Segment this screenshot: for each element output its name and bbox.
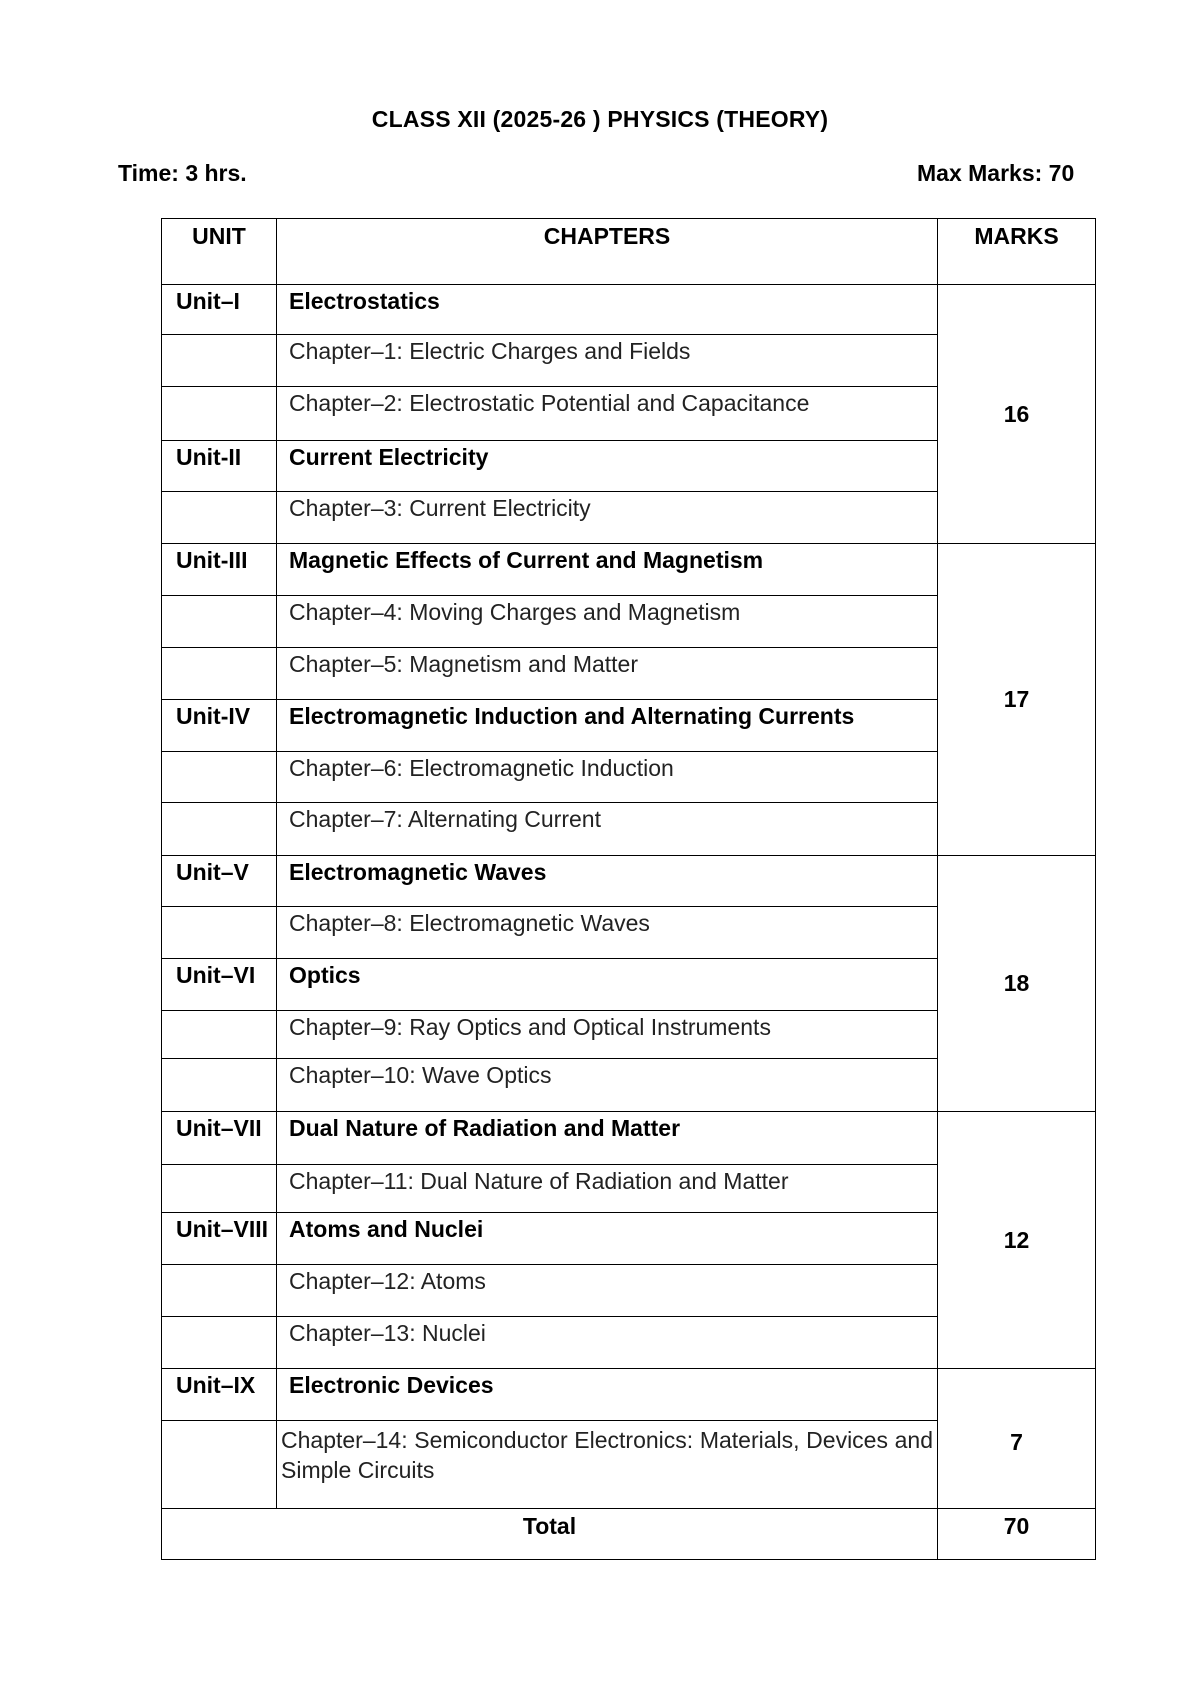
chapter-title: Chapter–1: Electric Charges and Fields [277,335,938,387]
chapter-title: Chapter–5: Magnetism and Matter [277,648,938,700]
unit-cell [162,1165,277,1213]
unit-cell [162,1011,277,1059]
chapter-title: Chapter–14: Semiconductor Electronics: Materials, Devices and Simple Circuits [277,1421,938,1509]
total-marks: 70 [938,1509,1096,1560]
marks-cell: 7 [938,1369,1096,1509]
unit-cell [162,1265,277,1317]
unit-cell [162,752,277,803]
unit-cell: Unit-IV [162,700,277,752]
unit-cell: Unit–I [162,285,277,335]
table-row [162,1369,1096,1421]
syllabus-table [161,218,1096,1560]
header-chapters: CHAPTERS [277,219,938,285]
unit-cell: Unit–IX [162,1369,277,1421]
chapter-title: Chapter–7: Alternating Current [277,803,938,856]
marks-cell: 16 [938,285,1096,544]
page-title: CLASS XII (2025-26 ) PHYSICS (THEORY) [371,106,829,132]
unit-title: Magnetic Effects of Current and Magnetism [277,544,938,596]
chapter-title: Chapter–9: Ray Optics and Optical Instruments [277,1011,938,1059]
chapter-title: Chapter–8: Electromagnetic Waves [277,907,938,959]
unit-title: Electromagnetic Induction and Alternating Currents [277,700,938,752]
unit-cell [162,492,277,544]
unit-cell: Unit-III [162,544,277,596]
chapter-title: Chapter–11: Dual Nature of Radiation and Matter [277,1165,938,1213]
table-row [162,1112,1096,1165]
unit-cell [162,907,277,959]
unit-title: Dual Nature of Radiation and Matter [277,1112,938,1165]
unit-cell: Unit–VII [162,1112,277,1165]
total-label: Total [162,1509,938,1560]
table-row [162,285,1096,335]
unit-cell: Unit–VI [162,959,277,1011]
chapter-title: Chapter–3: Current Electricity [277,492,938,544]
unit-cell: Unit-II [162,441,277,492]
unit-cell [162,803,277,856]
unit-cell: Unit–V [162,856,277,907]
unit-cell [162,387,277,441]
unit-title: Current Electricity [277,441,938,492]
unit-title: Atoms and Nuclei [277,1213,938,1265]
chapter-title: Chapter–10: Wave Optics [277,1059,938,1112]
chapter-title: Chapter–12: Atoms [277,1265,938,1317]
unit-cell [162,596,277,648]
marks-cell: 12 [938,1112,1096,1369]
chapter-title: Chapter–4: Moving Charges and Magnetism [277,596,938,648]
chapter-title: Chapter–2: Electrostatic Potential and Capacitance [277,387,938,441]
header-unit: UNIT [162,219,277,285]
marks-cell: 17 [938,544,1096,856]
marks-cell: 18 [938,856,1096,1112]
max-marks-label: Max Marks: 70 [917,160,1075,186]
total-row [162,1509,1096,1560]
time-label: Time: 3 hrs. [118,160,247,186]
unit-cell: Unit–VIII [162,1213,277,1265]
table-row [162,544,1096,596]
chapter-title: Chapter–6: Electromagnetic Induction [277,752,938,803]
unit-title: Electromagnetic Waves [277,856,938,907]
unit-title: Optics [277,959,938,1011]
unit-cell [162,335,277,387]
chapter-title: Chapter–13: Nuclei [277,1317,938,1369]
header-marks: MARKS [938,219,1096,285]
unit-cell [162,1317,277,1369]
header-row [162,219,1096,285]
unit-title: Electrostatics [277,285,938,335]
unit-cell [162,1421,277,1509]
table-row [162,856,1096,907]
unit-cell [162,1059,277,1112]
unit-title: Electronic Devices [277,1369,938,1421]
unit-cell [162,648,277,700]
